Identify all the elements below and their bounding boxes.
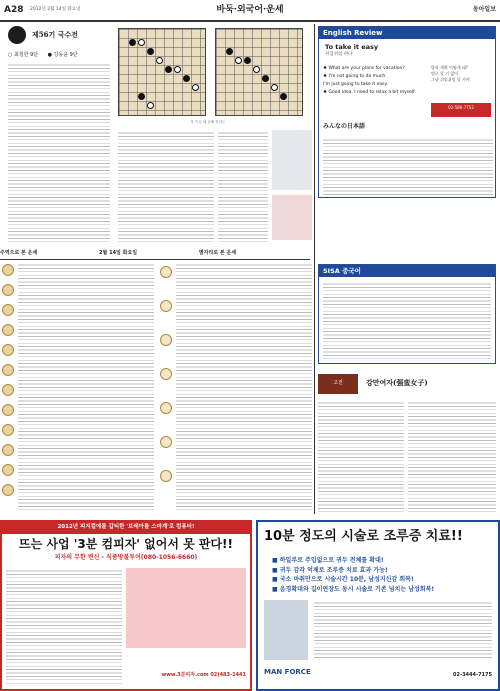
zodiac-icon — [2, 264, 14, 276]
star-sign-icon — [160, 368, 172, 380]
japanese-lesson-text — [323, 137, 493, 195]
star-sign-icon — [160, 402, 172, 414]
black-stone — [183, 75, 190, 82]
sisa-text — [323, 281, 491, 359]
black-stone — [138, 93, 145, 100]
black-stone — [129, 39, 136, 46]
translation-line: 방학 계획 어떻게 돼? — [431, 65, 468, 70]
pizza-ad-contact: www.3분피자.com 02)483-1441 — [161, 672, 246, 678]
clinic-phone: 02-3444-7175 — [453, 672, 492, 678]
sisa-title: SISA 중국어 — [319, 265, 495, 277]
go-header — [8, 26, 108, 48]
white-stone — [235, 57, 242, 64]
zodiac-icon — [2, 344, 14, 356]
doctor-photo — [264, 600, 308, 660]
pizza-ad[interactable] — [0, 520, 252, 691]
zodiac-icon — [2, 304, 14, 316]
go-board-1 — [118, 28, 206, 116]
english-lesson-title: To take it easy — [325, 43, 379, 51]
translation-line: 그냥 쉬엄쉬엄 할 거야. — [431, 77, 471, 82]
fortune-header — [0, 250, 310, 260]
zodiac-icon — [2, 444, 14, 456]
go-commentary-text — [8, 62, 110, 242]
zodiac-icon — [2, 404, 14, 416]
fortune-date: 2월 14일 화요일 — [99, 250, 138, 256]
zodiac-icon — [2, 384, 14, 396]
go-board-2 — [215, 28, 303, 116]
pizza-ad-text — [6, 568, 122, 686]
white-stone — [192, 84, 199, 91]
black-stone — [147, 48, 154, 55]
page-header — [0, 0, 500, 22]
zodiac-icon — [2, 284, 14, 296]
star-sign-icon — [160, 436, 172, 448]
translation-line: 별로 할 거 없어. — [431, 71, 460, 76]
zodiac-title: 별자리로 본 운세 — [198, 250, 237, 256]
english-phone: 02-586-7752 — [431, 103, 491, 117]
pizza-ad-photo — [126, 568, 246, 648]
dialogue-line: ♣ I'm not going to do much. — [323, 74, 387, 79]
page-date: 2012년 2월 14일 화요일 — [30, 7, 81, 12]
dialogue-line: I'm just going to take it easy. — [323, 82, 388, 87]
dialogue-line: ♣ Good idea. I need to relax a bit myself. — [323, 90, 416, 95]
pizza-ad-sub: 피자의 무한 변신 - 식품방불투어(080-1056-6660) — [54, 554, 198, 561]
star-sign-icon — [160, 300, 172, 312]
clinic-ad-headline: 10분 정도의 시술로 조루증 치료!! — [264, 529, 463, 544]
clinic-ad[interactable] — [256, 520, 500, 691]
zodiac-icon — [2, 364, 14, 376]
kia-logo-ad — [272, 130, 312, 190]
classic-text-2 — [408, 400, 496, 512]
classic-label: 고전 — [318, 374, 358, 394]
zodiac-icon — [2, 464, 14, 476]
clinic-ad-item: ■ 음경확대와 길이연장도 동시 시술로 기존 넘치는 남성회복! — [272, 585, 435, 593]
zodiac-icon — [2, 424, 14, 436]
go-players — [8, 52, 108, 59]
english-lesson-sub: 쉬엄쉬엄 하다 — [325, 52, 353, 57]
go-text-col3 — [218, 130, 268, 242]
go-logo-icon — [8, 26, 26, 44]
zodiac-list — [158, 262, 312, 512]
zodiac-icon — [2, 484, 14, 496]
zodiac-icon — [2, 324, 14, 336]
white-stone — [147, 102, 154, 109]
go-player-white: ○ 최철한 9단 — [8, 52, 39, 58]
black-stone — [280, 93, 287, 100]
white-stone — [174, 66, 181, 73]
pizza-ad-topline: 2012년 피지컬에를 갑티한 '브레아를 스마계'로 컴퓨터! — [2, 522, 250, 534]
classic-text-1 — [318, 400, 404, 512]
pizza-ad-headline: 뜨는 사업 '3분 컴피자' 없어서 못 판다!! — [19, 537, 233, 551]
english-review-box — [318, 26, 496, 198]
classic-column — [318, 374, 496, 514]
go-board-caption: 흑 이길 때 공배 정리는 — [190, 120, 226, 124]
go-player-black: ● 강동윤 9단 — [47, 52, 78, 58]
white-stone — [156, 57, 163, 64]
dialogue-line: ♣ What are your plans for vacation? — [323, 66, 405, 71]
clinic-ad-item: ■ 하일루로 주입없으로 귀두 전체를 확대! — [272, 557, 384, 564]
black-stone — [226, 48, 233, 55]
go-title: 제56기 국수전 — [32, 30, 78, 39]
white-stone — [271, 84, 278, 91]
japanese-title: みんなの日本語 — [323, 123, 366, 130]
sisa-chinese-box — [318, 264, 496, 364]
page-number: A28 — [4, 5, 24, 15]
clinic-ad-items — [272, 556, 434, 594]
english-translation — [431, 65, 493, 83]
zodiac-text — [176, 262, 312, 510]
paper-logo: 동아일보 — [472, 6, 496, 13]
star-sign-icon — [160, 470, 172, 482]
column-divider — [314, 24, 315, 514]
star-sign-icon — [160, 266, 172, 278]
clinic-logo: MAN FORCE — [264, 668, 311, 676]
clinic-ad-item: ■ 귀두 감각 억제로 조루증 치료 효과 가능! — [272, 566, 388, 574]
clinic-ad-text — [314, 600, 492, 660]
fortune-text — [18, 262, 154, 510]
english-dialogue — [323, 65, 423, 97]
clinic-ad-item: ■ 국소 마취만으로 시술시간 10분, 남성지신감 회복! — [272, 576, 414, 583]
white-stone — [138, 39, 145, 46]
white-stone — [253, 66, 260, 73]
fortune-list — [0, 262, 154, 512]
sponsor-ad — [272, 195, 312, 240]
black-stone — [165, 66, 172, 73]
classic-title: 강만여자(强蛮女子) — [366, 378, 428, 387]
english-review-title: English Review — [319, 27, 495, 39]
section-title: 바둑·외국어·운세 — [216, 5, 284, 15]
fortune-title: 주역으로 본 운세 — [0, 250, 38, 256]
black-stone — [262, 75, 269, 82]
star-sign-icon — [160, 334, 172, 346]
black-stone — [244, 57, 251, 64]
go-text-col2 — [118, 130, 214, 242]
